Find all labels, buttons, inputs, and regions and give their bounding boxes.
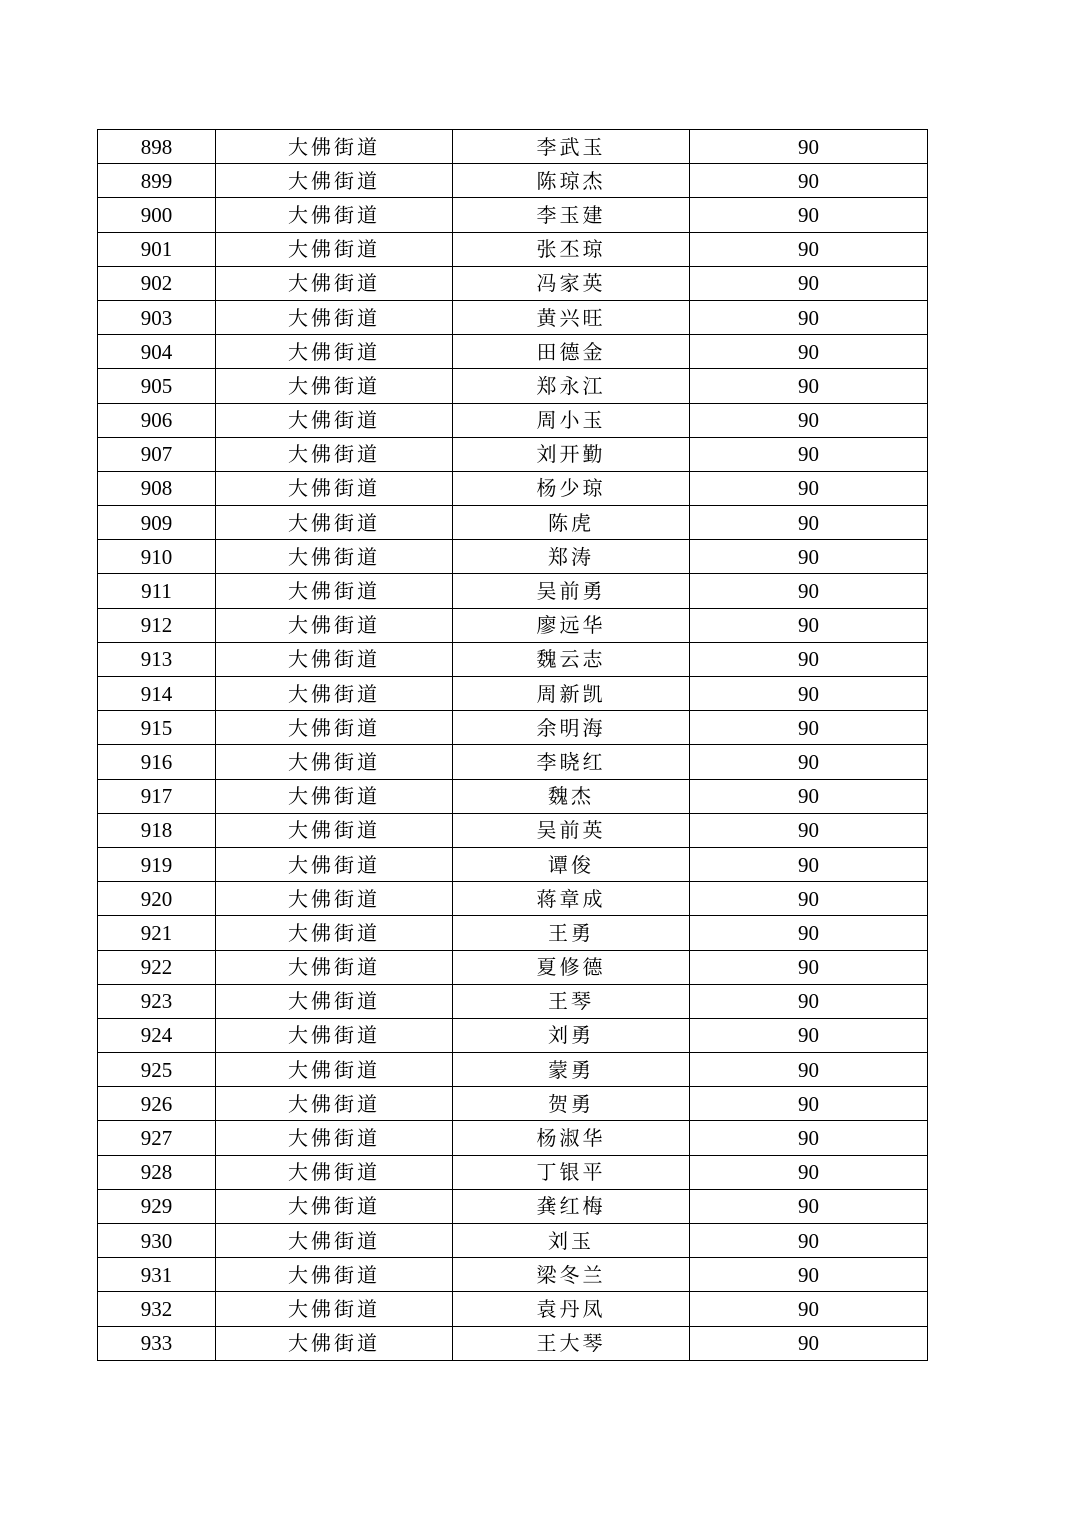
score-cell: 90 (690, 950, 928, 984)
name-cell: 刘玉 (453, 1224, 690, 1258)
row-number-cell: 921 (98, 916, 216, 950)
table-row (98, 813, 928, 847)
name-cell: 王勇 (453, 916, 690, 950)
district-cell: 大佛街道 (216, 1224, 453, 1258)
score-cell: 90 (690, 437, 928, 471)
district-cell: 大佛街道 (216, 164, 453, 198)
name-cell: 李武玉 (453, 130, 690, 164)
name-cell: 余明海 (453, 711, 690, 745)
row-number-cell: 924 (98, 1018, 216, 1052)
score-cell: 90 (690, 1087, 928, 1121)
score-cell: 90 (690, 403, 928, 437)
row-number-cell: 910 (98, 540, 216, 574)
name-cell: 吴前勇 (453, 574, 690, 608)
table-row (98, 369, 928, 403)
table-row (98, 300, 928, 334)
name-cell: 杨少琼 (453, 471, 690, 505)
name-cell: 刘勇 (453, 1018, 690, 1052)
records-table (97, 129, 928, 1361)
table-row (98, 1189, 928, 1223)
name-cell: 陈琼杰 (453, 164, 690, 198)
table-row (98, 437, 928, 471)
row-number-cell: 902 (98, 266, 216, 300)
table-row (98, 950, 928, 984)
score-cell: 90 (690, 335, 928, 369)
table-row (98, 540, 928, 574)
district-cell: 大佛街道 (216, 1258, 453, 1292)
name-cell: 郑涛 (453, 540, 690, 574)
score-cell: 90 (690, 847, 928, 881)
table-row (98, 677, 928, 711)
score-cell: 90 (690, 779, 928, 813)
district-cell: 大佛街道 (216, 847, 453, 881)
row-number-cell: 925 (98, 1053, 216, 1087)
name-cell: 夏修德 (453, 950, 690, 984)
name-cell: 杨淑华 (453, 1121, 690, 1155)
score-cell: 90 (690, 916, 928, 950)
district-cell: 大佛街道 (216, 608, 453, 642)
row-number-cell: 933 (98, 1326, 216, 1360)
row-number-cell: 914 (98, 677, 216, 711)
district-cell: 大佛街道 (216, 642, 453, 676)
name-cell: 张丕琼 (453, 232, 690, 266)
district-cell: 大佛街道 (216, 984, 453, 1018)
table-row (98, 1292, 928, 1326)
score-cell: 90 (690, 471, 928, 505)
score-cell: 90 (690, 506, 928, 540)
name-cell: 周小玉 (453, 403, 690, 437)
table-row (98, 1018, 928, 1052)
district-cell: 大佛街道 (216, 300, 453, 334)
name-cell: 冯家英 (453, 266, 690, 300)
row-number-cell: 931 (98, 1258, 216, 1292)
row-number-cell: 908 (98, 471, 216, 505)
records-table-body (98, 130, 928, 1361)
score-cell: 90 (690, 677, 928, 711)
district-cell: 大佛街道 (216, 403, 453, 437)
row-number-cell: 920 (98, 882, 216, 916)
name-cell: 贺勇 (453, 1087, 690, 1121)
score-cell: 90 (690, 711, 928, 745)
name-cell: 龚红梅 (453, 1189, 690, 1223)
name-cell: 魏杰 (453, 779, 690, 813)
score-cell: 90 (690, 130, 928, 164)
name-cell: 廖远华 (453, 608, 690, 642)
name-cell: 梁冬兰 (453, 1258, 690, 1292)
district-cell: 大佛街道 (216, 1087, 453, 1121)
name-cell: 陈虎 (453, 506, 690, 540)
district-cell: 大佛街道 (216, 198, 453, 232)
row-number-cell: 916 (98, 745, 216, 779)
name-cell: 田德金 (453, 335, 690, 369)
district-cell: 大佛街道 (216, 130, 453, 164)
score-cell: 90 (690, 608, 928, 642)
row-number-cell: 899 (98, 164, 216, 198)
table-row (98, 1053, 928, 1087)
table-row (98, 779, 928, 813)
score-cell: 90 (690, 369, 928, 403)
name-cell: 吴前英 (453, 813, 690, 847)
score-cell: 90 (690, 300, 928, 334)
district-cell: 大佛街道 (216, 1018, 453, 1052)
row-number-cell: 926 (98, 1087, 216, 1121)
score-cell: 90 (690, 813, 928, 847)
row-number-cell: 900 (98, 198, 216, 232)
row-number-cell: 901 (98, 232, 216, 266)
district-cell: 大佛街道 (216, 1292, 453, 1326)
row-number-cell: 923 (98, 984, 216, 1018)
table-row (98, 130, 928, 164)
district-cell: 大佛街道 (216, 335, 453, 369)
score-cell: 90 (690, 574, 928, 608)
table-row (98, 882, 928, 916)
table-row (98, 1155, 928, 1189)
district-cell: 大佛街道 (216, 711, 453, 745)
table-row (98, 916, 928, 950)
row-number-cell: 907 (98, 437, 216, 471)
table-row (98, 198, 928, 232)
row-number-cell: 930 (98, 1224, 216, 1258)
score-cell: 90 (690, 1121, 928, 1155)
district-cell: 大佛街道 (216, 506, 453, 540)
row-number-cell: 929 (98, 1189, 216, 1223)
name-cell: 周新凯 (453, 677, 690, 711)
name-cell: 魏云志 (453, 642, 690, 676)
score-cell: 90 (690, 984, 928, 1018)
score-cell: 90 (690, 1224, 928, 1258)
row-number-cell: 898 (98, 130, 216, 164)
district-cell: 大佛街道 (216, 1121, 453, 1155)
name-cell: 刘开勤 (453, 437, 690, 471)
table-row (98, 335, 928, 369)
district-cell: 大佛街道 (216, 745, 453, 779)
table-row (98, 232, 928, 266)
score-cell: 90 (690, 1053, 928, 1087)
table-row (98, 164, 928, 198)
row-number-cell: 906 (98, 403, 216, 437)
table-row (98, 471, 928, 505)
name-cell: 袁丹凤 (453, 1292, 690, 1326)
district-cell: 大佛街道 (216, 471, 453, 505)
row-number-cell: 903 (98, 300, 216, 334)
row-number-cell: 928 (98, 1155, 216, 1189)
table-row (98, 1326, 928, 1360)
name-cell: 李晓红 (453, 745, 690, 779)
score-cell: 90 (690, 232, 928, 266)
score-cell: 90 (690, 642, 928, 676)
row-number-cell: 912 (98, 608, 216, 642)
district-cell: 大佛街道 (216, 1053, 453, 1087)
score-cell: 90 (690, 1018, 928, 1052)
name-cell: 王大琴 (453, 1326, 690, 1360)
row-number-cell: 919 (98, 847, 216, 881)
district-cell: 大佛街道 (216, 882, 453, 916)
district-cell: 大佛街道 (216, 950, 453, 984)
row-number-cell: 909 (98, 506, 216, 540)
score-cell: 90 (690, 745, 928, 779)
table-row (98, 711, 928, 745)
row-number-cell: 932 (98, 1292, 216, 1326)
score-cell: 90 (690, 1292, 928, 1326)
district-cell: 大佛街道 (216, 266, 453, 300)
name-cell: 王琴 (453, 984, 690, 1018)
name-cell: 谭俊 (453, 847, 690, 881)
district-cell: 大佛街道 (216, 779, 453, 813)
district-cell: 大佛街道 (216, 232, 453, 266)
table-row (98, 574, 928, 608)
table-row (98, 984, 928, 1018)
name-cell: 黄兴旺 (453, 300, 690, 334)
row-number-cell: 915 (98, 711, 216, 745)
name-cell: 李玉建 (453, 198, 690, 232)
row-number-cell: 927 (98, 1121, 216, 1155)
row-number-cell: 904 (98, 335, 216, 369)
table-row (98, 1224, 928, 1258)
name-cell: 郑永江 (453, 369, 690, 403)
table-row (98, 403, 928, 437)
table-row (98, 1121, 928, 1155)
score-cell: 90 (690, 1258, 928, 1292)
table-row (98, 608, 928, 642)
table-row (98, 266, 928, 300)
district-cell: 大佛街道 (216, 1155, 453, 1189)
name-cell: 丁银平 (453, 1155, 690, 1189)
row-number-cell: 905 (98, 369, 216, 403)
score-cell: 90 (690, 266, 928, 300)
district-cell: 大佛街道 (216, 574, 453, 608)
row-number-cell: 911 (98, 574, 216, 608)
district-cell: 大佛街道 (216, 813, 453, 847)
row-number-cell: 917 (98, 779, 216, 813)
score-cell: 90 (690, 1155, 928, 1189)
score-cell: 90 (690, 882, 928, 916)
name-cell: 蒋章成 (453, 882, 690, 916)
district-cell: 大佛街道 (216, 369, 453, 403)
score-cell: 90 (690, 540, 928, 574)
score-cell: 90 (690, 1189, 928, 1223)
row-number-cell: 922 (98, 950, 216, 984)
row-number-cell: 918 (98, 813, 216, 847)
table-row (98, 745, 928, 779)
district-cell: 大佛街道 (216, 437, 453, 471)
table-row (98, 642, 928, 676)
table-row (98, 1258, 928, 1292)
district-cell: 大佛街道 (216, 1326, 453, 1360)
table-row (98, 1087, 928, 1121)
score-cell: 90 (690, 164, 928, 198)
district-cell: 大佛街道 (216, 677, 453, 711)
district-cell: 大佛街道 (216, 540, 453, 574)
name-cell: 蒙勇 (453, 1053, 690, 1087)
district-cell: 大佛街道 (216, 916, 453, 950)
score-cell: 90 (690, 198, 928, 232)
district-cell: 大佛街道 (216, 1189, 453, 1223)
table-row (98, 506, 928, 540)
table-row (98, 847, 928, 881)
score-cell: 90 (690, 1326, 928, 1360)
row-number-cell: 913 (98, 642, 216, 676)
